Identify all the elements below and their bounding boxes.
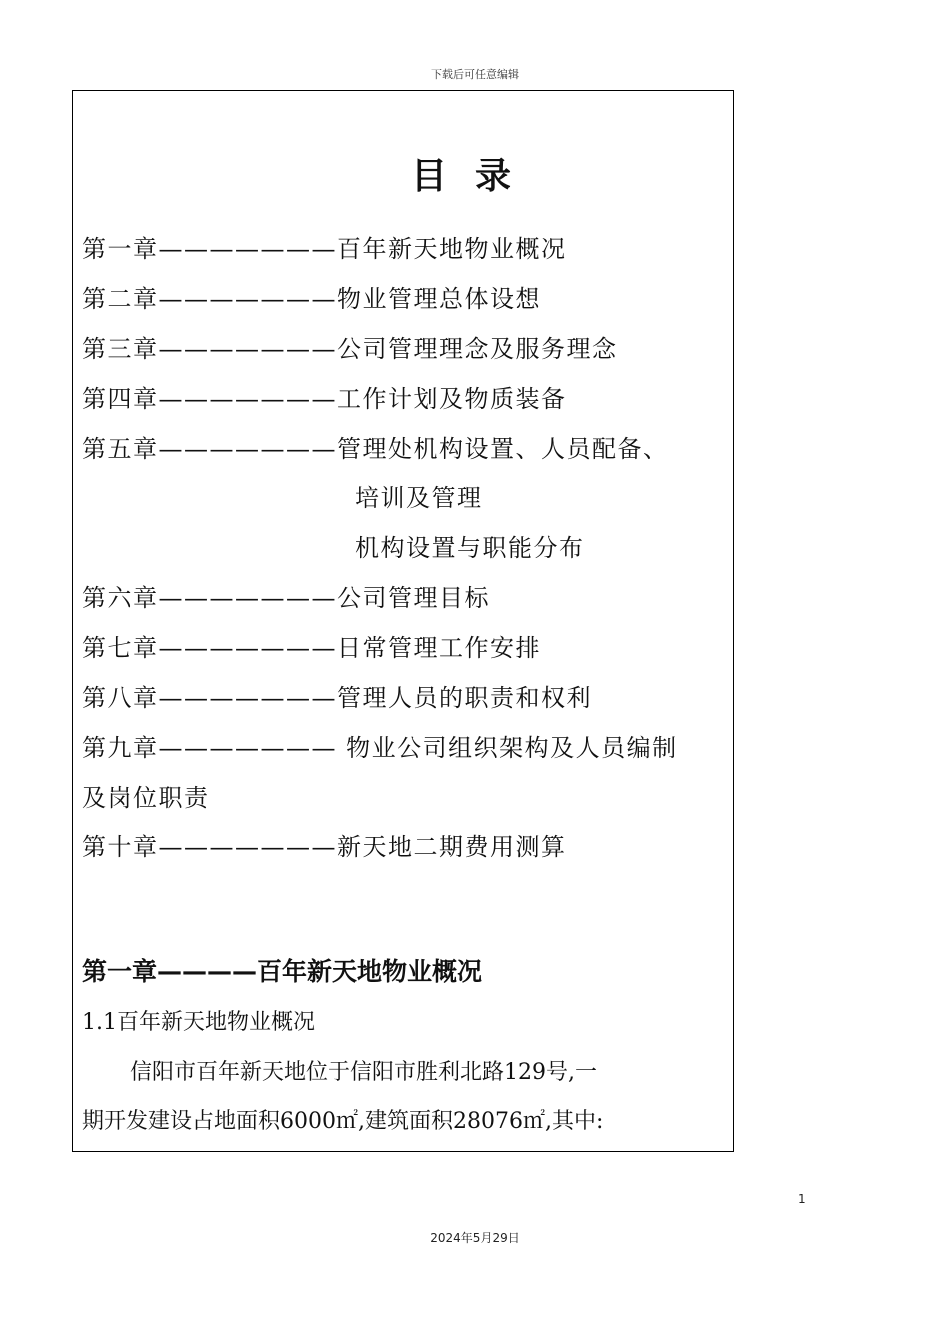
toc-item-4: 第四章———————工作计划及物质装备 — [82, 385, 567, 413]
chapter-heading: 第一章————百年新天地物业概况 — [82, 957, 483, 986]
toc-item-1: 第一章———————百年新天地物业概况 — [82, 235, 567, 263]
footer-date: 2024年5月29日 — [430, 1231, 520, 1245]
paragraph-line-2: 期开发建设占地面积6000㎡,建筑面积28076㎡,其中: — [82, 1109, 604, 1134]
section-title: 1.1百年新天地物业概况 — [82, 1010, 315, 1035]
page-number: 1 — [798, 1192, 806, 1206]
header-note: 下载后可任意编辑 — [431, 68, 519, 81]
toc-item-5: 第五章———————管理处机构设置、人员配备、 — [82, 435, 669, 463]
toc-item-5-sub-1: 培训及管理 — [355, 484, 483, 512]
toc-item-8: 第八章———————管理人员的职责和权利 — [82, 684, 592, 712]
toc-item-3: 第三章———————公司管理理念及服务理念 — [82, 335, 618, 363]
toc-item-9-cont: 及岗位职责 — [82, 784, 210, 812]
toc-item-6: 第六章———————公司管理目标 — [82, 584, 490, 612]
toc-item-5-sub-2: 机构设置与职能分布 — [355, 534, 585, 562]
toc-item-9: 第九章——————— 物业公司组织架构及人员编制 — [82, 734, 678, 762]
toc-title: 目录 — [410, 155, 539, 197]
toc-item-10: 第十章———————新天地二期费用测算 — [82, 833, 567, 861]
toc-item-7: 第七章———————日常管理工作安排 — [82, 634, 541, 662]
toc-item-2: 第二章———————物业管理总体设想 — [82, 285, 541, 313]
paragraph-line-1: 信阳市百年新天地位于信阳市胜利北路129号,一 — [130, 1060, 597, 1085]
